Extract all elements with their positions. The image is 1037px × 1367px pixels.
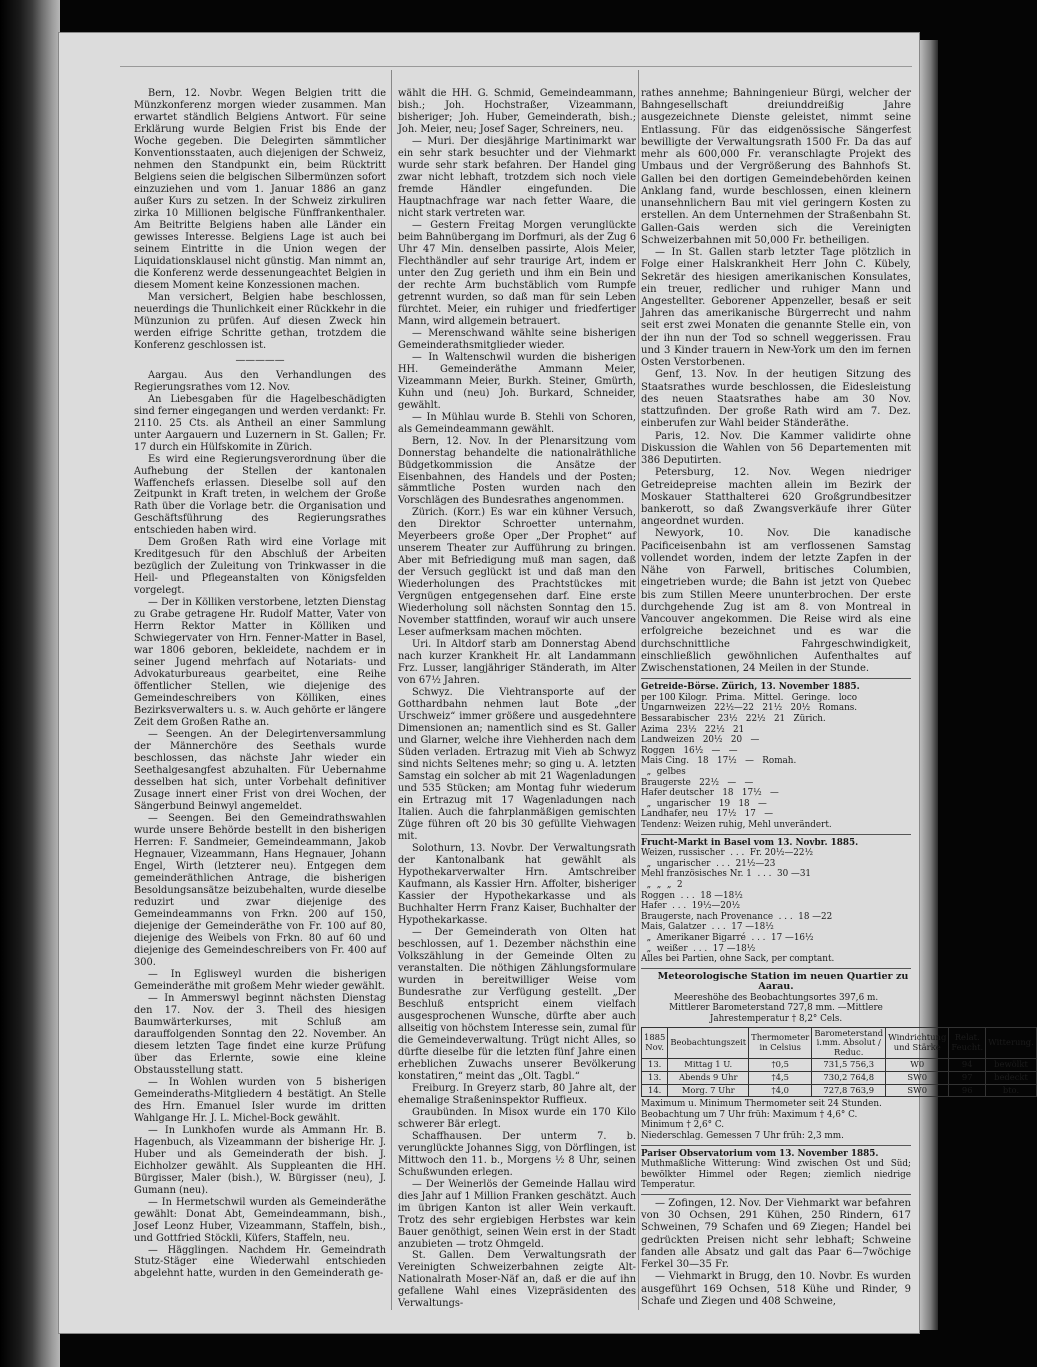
meteo-cell: bto. [986, 1084, 1037, 1097]
basel-fruchtmarkt [641, 838, 911, 965]
meteo-header: Beobachtungszeit [668, 1027, 749, 1059]
article: Es wird eine Regierungsverordnung über die Aufhebung der Stellen der kantonalen Waffenchefs erlassen. Dieselbe soll auf den Zeitpunkt in Kraft treten, in welchem der Große Rath über die Vorlage betr. die Organisation und Geschäftsführung des Regierungsrathes entschieden haben wird. [134, 453, 386, 537]
divider [641, 834, 911, 835]
meteo-cell: †4,5 [749, 1072, 812, 1085]
basel-row: Mehl französisches Nr. 1 . . . 30 —31 [641, 869, 812, 880]
meteo-cell: 727,8 763,9 [812, 1084, 886, 1097]
column-rule [638, 70, 639, 1310]
boerse-tendenz: Tendenz: Weizen ruhig, Mehl unverändert. [641, 819, 832, 830]
article: — In Hermetschwil wurden als Gemeinderäthe gewählt: Donat Abt, Gemeindeammann, bish., Josef Leonz Huber, Vizeammann, Staffeln, bish., und Gottfried Stöckli, Küfers, Staffeln, neu. [134, 1196, 386, 1244]
boerse-row: Bessarabischer 23½ 22½ 21 Zürich. [641, 714, 826, 725]
article: wählt die HH. G. Schmid, Gemeindeammann, bish.; Joh. Hochstraßer, Vizeammann, bisheriger; Joh. Huber, Gemeinderath, bish.; Joh. Meier, neu; Josef Sager, Schreiners, neu. [398, 88, 636, 135]
divider [641, 968, 911, 969]
column-1 [134, 88, 386, 1280]
section-rule: ————— [235, 354, 285, 366]
table-row [642, 1072, 1037, 1085]
article: — Hägglingen. Nachdem Hr. Gemeindrath Stutz-Stäger eine Wiederwahl entschieden abgelehnt hatte, wurden in den Gemeinderath ge- [134, 1244, 386, 1280]
article: — In Ammerswyl beginnt nächsten Dienstag den 17. Nov. der 3. Theil des hiesigen Baumwärterkurses, mit Schluß am darauffolgenden Sonntag den 22. November. An diesem letzten Tage findet eine kurze Prüfung über das Erlernte, sowie eine kleine Obstausstellung statt. [134, 992, 386, 1076]
article: Man versichert, Belgien habe beschlossen, neuerdings die Thunlichkeit einer Rückkehr in die Münzunion zu prüfen. Auf diesen Zweck hin werden eifrige Schritte gethan, trotzdem die Konferenz geschlossen ist. [134, 291, 386, 351]
basel-row: „ weißer . . . 17 —18½ [641, 943, 756, 954]
boerse-header: per 100 Kilogr. Prima. Mittel. Geringe. loco [641, 692, 858, 703]
meteo-table [641, 1027, 1037, 1098]
meteo-station [641, 970, 1034, 1142]
article: — Zofingen, 12. Nov. Der Viehmarkt war befahren von 30 Ochsen, 291 Kühen, 250 Rindern, 617 Schweinen, 79 Schafen und 69 Ziegen; Handel bei gedrückten Preisen nicht sehr lebhaft; Schweine fanden alle Absatz und galt das Paar 6—7wöchige Ferkel 30—35 Fr. [641, 1197, 911, 1271]
article: Solothurn, 13. Novbr. Der Verwaltungsrath der Kantonalbank hat gewählt als Hypothekarverwalter Hrn. Amtschreiber Kaufmann, als Kassier Hrn. Affolter, bisheriger Kassier der Hypothekarkasse und als Buchhalter Herrn Franz Kaiser, Buchhalter der Hypothekarkasse. [398, 843, 636, 926]
article: — Der Weinerlös der Gemeinde Hallau wird dies Jahr auf 1 Million Franken geschätzt. Auch im übrigen Kanton ist aller Wein verkauft. Trotz des sehr ergiebigen Herbstes war kein Bauer genöthigt, seinen Wein erst in der Stadt anzubieten — trotz Ohmgeld. [398, 1178, 636, 1250]
meteo-cell: 730,2 764,8 [812, 1072, 886, 1085]
article: — Seengen. Bei den Gemeindrathswahlen wurde unsere Behörde bestellt in den bisherigen Herren: F. Sandmeier, Gemeindeammann, Jakob Hegnauer, Vizeammann, Hans Hegnauer, Johann Engel, Wirth (letzterer neu). Entgegen dem gemeinderäthlichen Antrage, die bisherigen Besoldungsansätze beizubehalten, wurde dieselbe reduzirt und zwar diejenige des Gemeindeammanns von Frkn. 200 auf 150, diejenige der Gemeinderäthe von Fr. 100 auf 80, diejenige des Weibels von Frkn. 80 auf 60 und diejenige des Gemeindeschreibers von Fr. 400 auf 300. [134, 813, 386, 968]
article: Uri. In Altdorf starb am Donnerstag Abend nach kurzer Krankheit Hr. alt Landammann Frz. Lusser, langjähriger Ständerath, im Alter von 67½ Jahren. [398, 639, 636, 687]
article: — Seengen. An der Delegirtenversammlung der Männerchöre des Seethals wurde beschlossen, das nächste Jahr wieder ein Seethalgesangfest abzuhalten. Für Uebernahme desselben hat sich, unter Vorbehalt definitiver Zusage innert einer Frist von drei Wochen, der Sängerbund Beinwyl angemeldet. [134, 729, 386, 813]
boerse-row: Braugerste 22½ — — [641, 777, 754, 788]
meteo-cell: Morg. 7 Uhr [668, 1084, 749, 1097]
getreide-boerse [641, 682, 911, 830]
column-3 [641, 88, 1034, 1308]
basel-row: „ „ „ 2 [641, 879, 683, 890]
article: — In Waltenschwil wurden die bisherigen HH. Gemeinderäthe Ammann Meier, Vizeammann Meier, Burkh. Steiner, Gmürth, Kuhn und (neu) Joh. Burkard, Schneider, gewählt. [398, 351, 636, 411]
article: — Muri. Der diesjährige Martinimarkt war ein sehr stark besuchter und der Viehmarkt wurde sehr stark befahren. Der Handel ging zwar nicht lebhaft, trotzdem sich noch viele fremde Händler eingefunden. Die Hauptnachfrage war nach fetter Waare, die nicht stark vertreten war. [398, 135, 636, 219]
boerse-row: Azima 23½ 22½ 21 [641, 724, 745, 735]
article: Schaffhausen. Der unterm 7. b. verunglückte Johannes Sigg, von Dörflingen, ist Mittwoch den 11. b., Morgens ½ 8 Uhr, seinen Schußwunden erlegen. [398, 1130, 636, 1178]
header-rule [120, 66, 912, 67]
article: — In Eglisweyl wurden die bisherigen Gemeinderäthe mit großem Mehr wieder gewählt. [134, 968, 386, 992]
book-binding [0, 0, 60, 1367]
divider [641, 1194, 911, 1195]
basel-title: Frucht-Markt in Basel vom 13. Novbr. 1885. [641, 837, 859, 848]
boerse-row: Landhafer, neu 17½ 17 — [641, 809, 774, 820]
basel-row: Weizen, russischer . . . Fr. 20½—22½ [641, 848, 814, 859]
article: Petersburg, 12. Nov. Wegen niedriger Getreidepreise machten allein im Bezirk der Moskauer Statthalterei 620 Großgrundbesitzer bankerott, so daß Zwangsverkäufe ihrer Güter angeordnet wurden. [641, 467, 911, 528]
meteo-note: Beobachtung um 7 Uhr früh: Maximum † 4,6° C. [641, 1109, 858, 1120]
article: — In St. Gallen starb letzter Tage plötzlich in Folge einer Halskrankheit Herr John C. Kübely, Sekretär des hiesigen amerikanischen Konsulates, ein treuer, redlicher und ruhiger Mann und Angestellter. Geborener Appenzeller, besaß er seit Jahren das amerikanische Bürgerrecht und nahm seit erst zwei Monaten die genannte Stelle ein, von der ihn nun der Tod so schnell weggerissen. Frau und 3 Kinder trauern in New-York um den im fernen Osten Verstorbenen. [641, 247, 911, 369]
meteo-note: Minimum † 2,6° C. [641, 1120, 725, 1131]
article: Newyork, 10. Nov. Die kanadische Pacificeisenbahn ist am verflossenen Samstag vollendet worden, indem der letzte Zapfen in der Nähe von Farwell, britisches Columbien, eingetrieben wurde; die Bahn ist jetzt von Quebec bis zum Stillen Meere ununterbrochen. Der erste durchgehende Zug ist am 8. von Montreal in Vancouver angekommen. Die Reise wird als eine erfolgreiche bezeichnet und es war die durchschnittliche Fahrgeschwindigkeit, einschließlich gewöhnlichen Aufenthaltes auf Zwischenstationen, 24 Meilen in der Stunde. [641, 528, 911, 675]
article: — Der in Kölliken verstorbene, letzten Dienstag zu Grabe getragene Hr. Rudolf Matter, Vater von Herrn Rektor Matter in Kölliken und Schwiegervater von Hrn. Fenner-Matter in Basel, war 1806 geboren, bekleidete, nachdem er in seiner Jugend mehrfach auf Notariats- und Advokaturbureaus gearbeitet, eine Reihe öffentlicher Stellen, wie diejenige des Gemeindeschreibers von Kölliken, eines Bezirksverwalters u. s. w. Auch gehörte er längere Zeit dem Großen Rathe an. [134, 597, 386, 729]
article: St. Gallen. Dem Verwaltungsrath der Vereinigten Schweizerbahnen zeigte Alt-Nationalrath Moser-Näf an, daß er die auf ihn gefallene Wahl eines Vizepräsidenten des Verwaltungs- [398, 1250, 636, 1310]
article: Dem Großen Rath wird eine Vorlage mit Kreditgesuch für den Abschluß der Arbeiten bezüglich der Zuleitung von Trinkwasser in die Heil- und Pflegeanstalten von Königsfelden vorgelegt. [134, 537, 386, 597]
basel-row: Hafer . . . 19½—20½ [641, 901, 740, 912]
meteo-header: Thermometer in Celsius [749, 1027, 812, 1059]
meteo-cell: SW0 [886, 1084, 949, 1097]
article: — Viehmarkt in Brugg, den 10. Novbr. Es wurden ausgeführt 169 Ochsen, 518 Kühe und Rinder, 9 Schafe und Ziegen und 408 Schweine, [641, 1271, 911, 1307]
meteo-cell: Mittag 1 U. [668, 1059, 749, 1072]
article: Paris, 12. Nov. Die Kammer validirte ohne Diskussion die Wahlen von 56 Departementen mit 386 Deputirten. [641, 430, 911, 467]
boerse-row: Ungarnweizen 22½—22 21½ 20½ Romans. [641, 703, 858, 714]
meteo-cell: †4,0 [749, 1084, 812, 1097]
meteo-note: Maximum u. Minimum Thermometer seit 24 Stunden. [641, 1099, 882, 1110]
basel-row: Mais, Galatzer . . . 17 —18½ [641, 922, 774, 933]
article: — Der Gemeinderath von Olten hat beschlossen, auf 1. Dezember nächsthin eine Volkszählung in der Gemeinde Olten zu veranstalten. Die nöthigen Zählungsformulare wurden in bereitwilliger Weise vom Bundesrathe zur Verfügung gestellt. „Der Beschluß entspricht einem vielfach ausgesprochenen Wunsche, dürfte aber auch allseitig von höchstem Interesse sein, zumal für die Gemeindeverwaltung. Trügt nicht Alles, so dürfte dieselbe für die letzten fünf Jahre einen erheblichen Zuwachs unserer Bevölkerung konstatiren,“ meint das „Olt. Tagbl.“ [398, 926, 636, 1082]
basel-row: „ Amerikaner Bigarré . . . 17 —16½ [641, 932, 814, 943]
article: — In Mühlau wurde B. Stehli von Schoren, als Gemeindeammann gewählt. [398, 411, 636, 435]
meteo-cell: W0 [886, 1059, 949, 1072]
pariser-title: Pariser Observatorium vom 13. November 1885. [641, 1148, 879, 1159]
column-rule [391, 70, 392, 1310]
meteo-header: 1885 Nov. [642, 1027, 668, 1059]
boerse-row: „ ungarischer 19 18 — [641, 798, 767, 809]
basel-note: Alles bei Partien, ohne Sack, per comptant. [641, 954, 835, 965]
article: Graubünden. In Misox wurde ein 170 Kilo schwerer Bär erlegt. [398, 1106, 636, 1130]
article: An Liebesgaben für die Hagelbeschädigten sind ferner eingegangen und werden verdankt: Fr. 2110. 25 Cts. als Antheil an einer Sammlung unter Aargauern und Luzernern in St. Gallen; Fr. 17 durch ein Hülfskomite in Zürich. [134, 393, 386, 453]
meteo-note: Niederschlag. Gemessen 7 Uhr früh: 2,3 mm. [641, 1131, 844, 1141]
basel-row: „ ungarischer . . . 21½—23 [641, 858, 776, 869]
divider [641, 678, 911, 679]
table-row [642, 1084, 1037, 1097]
boerse-row: Mais Cing. 18 17½ — Romah. [641, 756, 797, 767]
meteo-cell: bedeckt [986, 1072, 1037, 1085]
meteo-header: Relat. Feucht. [949, 1027, 986, 1059]
meteo-line: Meereshöhe des Beobachtungsortes 397,6 m. [673, 992, 879, 1003]
article: Bern, 12. Novbr. Wegen Belgien tritt die Münzkonferenz morgen wieder zusammen. Man erwartet ständlich Belgiens Antwort. Für seine Erklärung wurde Belgien Frist bis Ende der Woche gegeben. Die Delegirten sämmtlicher Konventionsstaaten, auch diejenigen der Schweiz, nehmen den Standpunkt ein, beim Rücktritt Belgiens seien die belgischen Silbermünzen sofort einzuziehen und vom 1. Januar 1886 an ganz außer Kurs zu setzen. In der Schweiz zirkuliren zirka 10 Millionen belgische Fünffrankenthaler. Am Beitritte Belgiens haben alle Länder ein gewisses Interesse. Belgiens Lage ist auch bei seinem Eintritte in die Union wegen der Liquidationsklausel nicht günstig. Man nimmt an, die Konferenz werde dessenungeachtet Belgien in diesem Moment keine Konzessionen machen. [134, 88, 386, 291]
basel-row: Braugerste, nach Provenance . . . 18 —22 [641, 911, 833, 922]
meteo-header: Windrichtung und Stärke [886, 1027, 949, 1059]
meteo-cell: 13. [642, 1059, 668, 1072]
meteo-header: Barometerstand i.mm. Absolut / Reduc. [812, 1027, 886, 1059]
boerse-title: Getreide-Börse. Zürich, 13. November 1885. [641, 682, 860, 693]
article: — Gestern Freitag Morgen verunglückte beim Bahnübergang im Dorfmuri, als der Zug 6 Uhr 47 Min. denselben passirte, Alois Meier, Flechthändler auf sehr traurige Art, indem er unter den Zug gerieth und ihm ein Bein und der rechte Arm buchstäblich vom Rumpfe getrennt wurden, so daß man für sein Leben fürchtet. Meier, ein ruhiger und friedfertiger Mann, wird allgemein betrauert. [398, 219, 636, 327]
boerse-row: Landweizen 20½ 20 — [641, 735, 760, 746]
article: rathes annehme; Bahningenieur Bürgi, welcher der Bahngesellschaft dreiunddreißig Jahre ausgezeichnete Dienste geleistet, nimmt seine Entlassung. Für das eidgenössische Sängerfest bewilligte der Verwaltungsrath 1500 Fr. Da das auf mehr als 600,000 Fr. veranschlagte Projekt des Umbaus und der Vergrößerung des Bahnhofs St. Gallen bei den dortigen Gemeindebehörden keinen Anklang fand, wurde beschlossen, einen kleinern unansehnlichern Bau mit viel geringern Kosten zu erstellen. An dem Unternehmen der Straßenbahn St. Gallen-Gais werden sich die Vereinigten Schweizerbahnen mit 50,000 Fr. betheiligen. [641, 88, 911, 246]
meteo-cell: 13. [642, 1072, 668, 1085]
divider [641, 1145, 911, 1146]
basel-row: Roggen . . . 18 —18½ [641, 890, 743, 901]
column-2 [398, 88, 636, 1310]
article: Freiburg. In Greyerz starb, 80 Jahre alt, der ehemalige Straßeninspektor Ruffieux. [398, 1082, 636, 1106]
meteo-cell: 94 [949, 1059, 986, 1072]
meteo-cell: †0,5 [749, 1059, 812, 1072]
meteo-cell: 14. [642, 1084, 668, 1097]
pariser-observatorium [641, 1149, 911, 1191]
meteo-cell: 97 [949, 1072, 986, 1085]
article: — In Lunkhofen wurde als Ammann Hr. B. Hagenbuch, als Vizeammann der bisherige Hr. J. Huber und als Gemeinderath der bish. J. Eichholzer gewählt. Als Suppleanten die HH. Bürgisser, Maler (bish.), W. Bürgisser (neu), J. Gumann (neu). [134, 1124, 386, 1196]
meteo-cell: 96 [949, 1084, 986, 1097]
article: Zürich. (Korr.) Es war ein kühner Versuch, den Direktor Schroetter unternahm, Meyerbeers große Oper „Der Prophet“ auf unserem Theater zur Aufführung zu bringen. Aber mit Befriedigung muß man sagen, daß der Versuch geglückt ist und daß man den Wiederholungen des Prachtstückes mit Vergnügen entgegensehen darf. Eine erste Wiederholung soll nächsten Sonntag den 15. November stattfinden, worauf wir auch unsere Leser aufmerksam machen möchten. [398, 507, 636, 639]
meteo-cell: SW0 [886, 1072, 949, 1085]
table-row [642, 1059, 1037, 1072]
meteo-cell: bewölkt [986, 1059, 1037, 1072]
pariser-text: Muthmaßliche Witterung: Wind zwischen Ost und Süd; bewölkter Himmel oder Regen; ziemlich niedrige Temperatur. [641, 1159, 911, 1191]
article: — Merenschwand wählte seine bisherigen Gemeinderathsmitglieder wieder. [398, 327, 636, 351]
article: Genf, 13. Nov. In der heutigen Sitzung des Staatsrathes wurde beschlossen, die Eidesleistung des neuen Staatsrathes habe am 30 Nov. stattzufinden. Der große Rath wird am 7. Dez. einberufen zur Wahl beider Ständeräthe. [641, 369, 911, 430]
boerse-row: Roggen 16½ — — [641, 745, 738, 756]
meteo-cell: 731,5 756,3 [812, 1059, 886, 1072]
meteo-title: Meteorologische Station im neuen Quartier zu Aarau. [657, 970, 909, 993]
boerse-row: Hafer deutscher 18 17½ — [641, 788, 779, 799]
article: — In Wohlen wurden von 5 bisherigen Gemeinderaths-Mitgliedern 4 bestätigt. An Stelle des Hrn. Emanuel Isler wurde im dritten Wahlgange Hr. J. L. Michel-Bock gewählt. [134, 1076, 386, 1124]
meteo-line: Mittlerer Barometerstand 727,8 mm. —Mittlere Jahrestemperatur † 8,2° Cels. [669, 1003, 883, 1025]
article: Bern, 12. Nov. In der Plenarsitzung vom Donnerstag behandelte die nationalräthliche Büdgetkommission die Ansätze der Eisenbahnen, des Handels und der Posten; sämmtliche Posten wurden nach den Vorschlägen des Bundesrathes angenommen. [398, 435, 636, 507]
article: Schwyz. Die Viehtransporte auf der Gotthardbahn nehmen laut Bote „der Urschweiz“ immer größere und ausgedehntere Dimensionen an; namentlich sind es St. Galler und Glarner, welche ihre Viehherden nach dem Süden verladen. Ertrazug mit Vieh ab Schwyz sind nichts Seltenes mehr; so ging u. A. letzten Samstag ein solcher ab mit 21 Wagenladungen und 535 Stücken; am Montag fuhr wiederum ein Ertrazug mit 17 Wagenladungen nach Italien. Auch die fahrplanmäßigen gemischten Züge führen oft 20 bis 30 gefüllte Viehwagen mit. [398, 687, 636, 843]
meteo-header: Witterung. [986, 1027, 1037, 1059]
boerse-row: „ gelbes [641, 767, 686, 777]
meteo-cell: Abends 9 Uhr [668, 1072, 749, 1085]
page-edge [920, 40, 938, 1330]
article-heading: Aargau. Aus den Verhandlungen des Regierungsrathes vom 12. Nov. [134, 369, 386, 393]
